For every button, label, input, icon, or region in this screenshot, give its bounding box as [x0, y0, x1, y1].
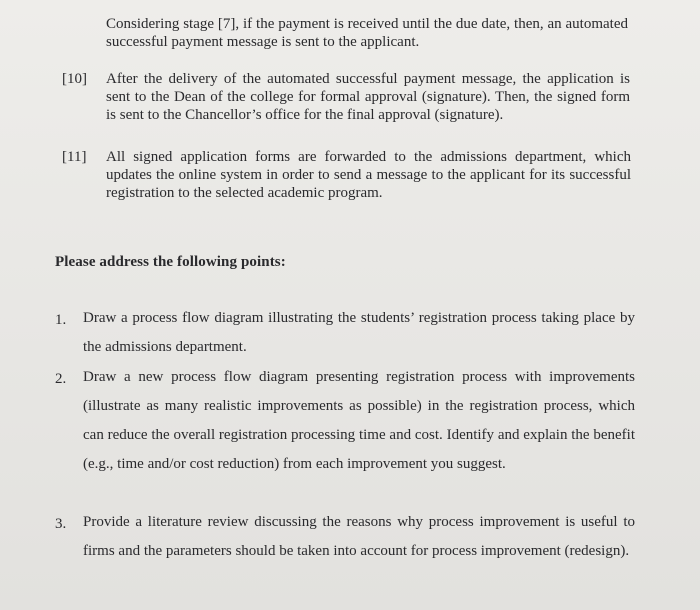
- paragraph-stage-7: Considering stage [7], if the payment is received until the due date, then, an automated successful payment message is sent to the applicant.: [106, 16, 628, 50]
- question-1-text: Draw a process flow diagram illustrating the students’ registration process taking place by the admissions department.: [83, 310, 635, 355]
- question-number-2: 2.: [55, 371, 67, 387]
- paragraph-number-10: [10]: [62, 71, 87, 87]
- question-2-text: Draw a new process flow diagram presenting registration process with improvements (illustrate as many realistic improvements as possible) in the registration process, which can reduce the overall registration processing time and cost. Identify and explain the benefit (e.g., time and/or cost reduction) from each improvement you suggest.: [83, 369, 635, 472]
- paragraph-number-11: [11]: [62, 149, 87, 165]
- question-number-1: 1.: [55, 312, 67, 328]
- paragraph-stage-11: All signed application forms are forwarded to the admissions department, which updates the online system in order to send a message to the applicant for its successful registration to the selected academic program.: [106, 149, 631, 201]
- question-number-3: 3.: [55, 516, 67, 532]
- question-3-text: Provide a literature review discussing the reasons why process improvement is useful to firms and the parameters should be taken into account for process improvement (redesign).: [83, 514, 635, 559]
- section-heading: Please address the following points:: [55, 254, 286, 270]
- paragraph-stage-10: After the delivery of the automated successful payment message, the application is sent to the Dean of the college for formal approval (signature). Then, the signed form is sent to the Chancellor’s office for the final approval (signature).: [106, 71, 630, 123]
